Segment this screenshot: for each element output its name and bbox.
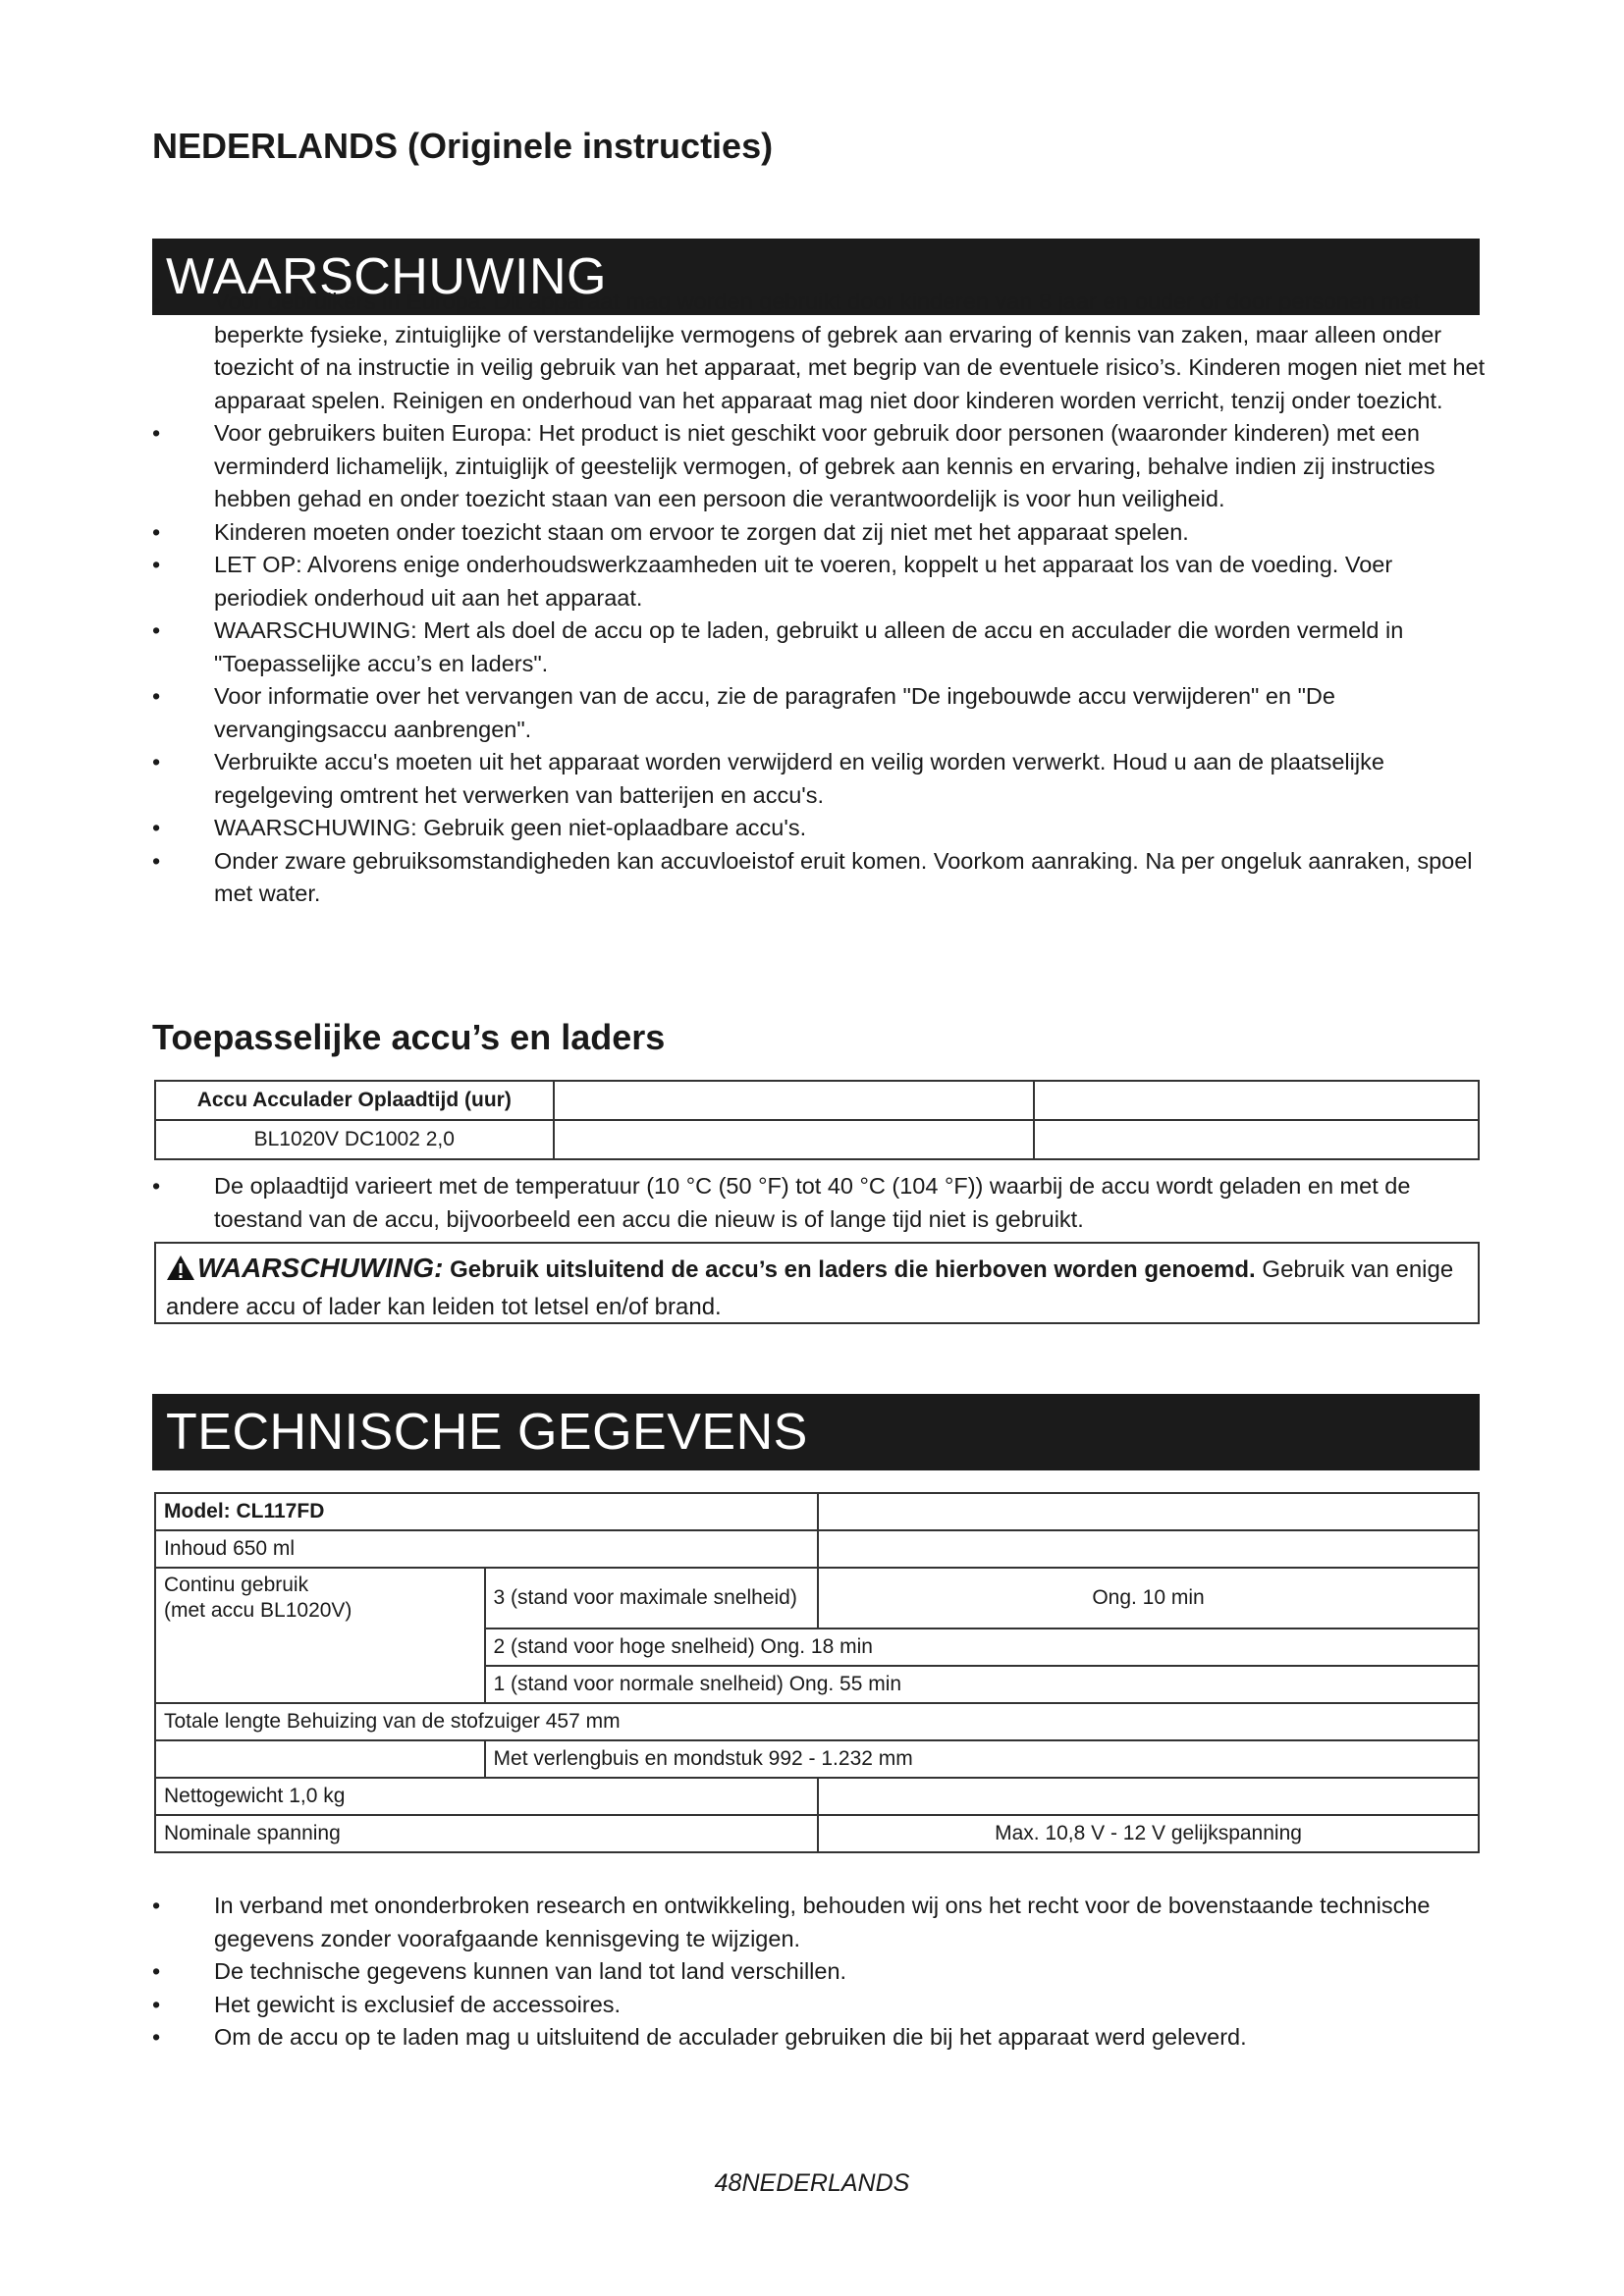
spec-capacity: Inhoud 650 ml — [155, 1530, 818, 1568]
table-cell — [818, 1778, 1479, 1815]
list-item-text: Kinderen moeten onder toezicht staan om ervoor te zorgen dat zij niet met het apparaat spelen. — [214, 518, 1189, 545]
table-row — [155, 1815, 1479, 1852]
table-cell — [1034, 1120, 1479, 1159]
list-item — [152, 286, 1488, 417]
table-cell — [1034, 1081, 1479, 1120]
spec-length-ext: Met verlengbuis en mondstuk 992 - 1.232 mm — [485, 1740, 1479, 1778]
spec-mode1: 1 (stand voor normale snelheid) Ong. 55 min — [485, 1666, 1479, 1703]
battery-table-row: BL1020V DC1002 2,0 — [155, 1120, 554, 1159]
notes-list — [152, 1890, 1488, 2055]
table-row — [155, 1703, 1479, 1740]
list-item — [152, 516, 1488, 550]
list-item-text: WAARSCHUWING: Gebruik geen niet-oplaadbare accu's. — [214, 815, 807, 840]
spec-voltage-label: Nominale spanning — [155, 1815, 818, 1852]
list-item-text: In verband met ononderbroken research en ontwikkeling, behouden wij ons het recht voor de bovenstaande technische gegevens zonder voorafgaande kennisgeving te wijzigen. — [214, 1893, 1431, 1951]
table-cell — [818, 1493, 1479, 1530]
table-cell — [554, 1120, 1034, 1159]
bullet-marker: • — [152, 683, 161, 709]
table-row — [155, 1568, 1479, 1629]
bullet-marker: • — [152, 749, 161, 774]
list-item — [152, 614, 1488, 680]
bullet-marker: • — [152, 1958, 161, 1984]
table-cell — [155, 1740, 485, 1778]
list-item — [152, 1170, 1488, 1236]
warning-list — [152, 286, 1488, 911]
spec-model: Model: CL117FD — [155, 1493, 818, 1530]
list-item-text: Voor gebruikers buiten Europa: Het product is niet geschikt voor gebruik door personen (waaronder kinderen) met een verminderd lichamelijk, zintuiglijk of geestelijk vermogen, of gebrek aan kennis en ervaring, behalve indien zij instructies hebben gehad en onder toezicht staan van een persoon die verantwoordelijk is voor hun veiligheid. — [214, 420, 1435, 511]
warning-bold-text: Gebruik uitsluitend de accu’s en laders die hierboven worden genoemd. — [450, 1256, 1256, 1283]
list-item — [152, 845, 1488, 911]
spec-table — [154, 1492, 1480, 1853]
spec-continuous-label: Continu gebruik (met accu BL1020V) — [155, 1568, 485, 1703]
bullet-marker: • — [152, 1991, 161, 2017]
bullet-marker: • — [152, 518, 161, 545]
table-row — [155, 1530, 1479, 1568]
table-row — [155, 1778, 1479, 1815]
spec-voltage-value: Max. 10,8 V - 12 V gelijkspanning — [818, 1815, 1479, 1852]
table-row — [155, 1493, 1479, 1530]
list-item — [152, 1955, 1488, 1989]
spec-mode3-value: Ong. 10 min — [818, 1568, 1479, 1629]
list-item — [152, 1890, 1488, 1955]
bullet-marker: • — [152, 847, 161, 874]
spec-mode3: 3 (stand voor maximale snelheid) — [485, 1568, 819, 1629]
list-item-text: Voor gebruikers in Europa: Dit apparaat mag worden gebruikt door kinderen van 8 jaar en ouder of door personen met beperkte fysieke, zintuiglijke of verstandelijke vermogens of gebrek aan ervaring of kennis van zaken, maar alleen onder toezicht of na instructie in veilig gebruik van het apparaat, met begrip van de eventuele risico’s. Kinderen mogen niet met het apparaat spelen. Reinigen en onderhoud van het apparaat mag niet door kinderen worden verricht, tenzij onder toezicht. — [214, 289, 1486, 413]
bullet-marker: • — [152, 1893, 161, 1918]
list-item — [152, 549, 1488, 614]
bullet-marker: • — [152, 420, 161, 446]
warning-triangle-icon — [166, 1255, 195, 1291]
list-item-text: Verbruikte accu's moeten uit het apparaat worden verwijderd en veilig worden verwerkt. Houd u aan de plaatselijke regelgeving omtrent het verwerken van batterijen en accu's. — [214, 749, 1384, 808]
list-item — [152, 680, 1488, 746]
bullet-marker: • — [152, 289, 161, 314]
battery-table — [154, 1080, 1480, 1160]
list-item — [152, 417, 1488, 516]
battery-table-header: Accu Acculader Oplaadtijd (uur) — [155, 1081, 554, 1120]
charge-note-text: De oplaadtijd varieert met de temperatuur (10 °C (50 °F) tot 40 °C (104 °F)) waarbij de accu wordt geladen en met de toestand van de accu, bijvoorbeeld een accu die nieuw is of lange tijd niet is gebruikt. — [214, 1173, 1411, 1232]
list-item-text: Onder zware gebruiksomstandigheden kan accuvloeistof eruit komen. Voorkom aanraking. Na per ongeluk aanraken, spoel met water. — [214, 847, 1473, 906]
list-item-text: Om de accu op te laden mag u uitsluitend de acculader gebruiken die bij het apparaat werd geleverd. — [214, 2024, 1247, 2050]
list-item-text: WAARSCHUWING: Mert als doel de accu op te laden, gebruikt u alleen de accu en acculader die worden vermeld in "Toepasselijke accu’s en laders". — [214, 617, 1404, 676]
spec-mode2: 2 (stand voor hoge snelheid) Ong. 18 min — [485, 1629, 1479, 1666]
list-item — [152, 2021, 1488, 2055]
warning-text: Gebruik van enige andere accu of lader kan leiden tot letsel en/of brand. — [166, 1256, 1454, 1320]
list-item — [152, 1989, 1488, 2022]
warning-banner: WAARSCHUWING — [152, 239, 1480, 315]
list-item-text: Het gewicht is exclusief de accessoires. — [214, 1991, 622, 2017]
spec-length: Totale lengte Behuizing van de stofzuiger 457 mm — [155, 1703, 1479, 1740]
list-item-text: LET OP: Alvorens enige onderhoudswerkzaamheden uit te voeren, koppelt u het apparaat los van de voeding. Voer periodiek onderhoud uit aan het apparaat. — [214, 552, 1393, 611]
table-row — [155, 1081, 1479, 1120]
list-item — [152, 812, 1488, 845]
bullet-marker: • — [152, 1173, 161, 1199]
table-row — [155, 1740, 1479, 1778]
list-item — [152, 746, 1488, 812]
list-item-text: Voor informatie over het vervangen van de accu, zie de paragrafen "De ingebouwde accu verwijderen" en "De vervangingsaccu aanbrengen". — [214, 683, 1335, 742]
warning-label: WAARSCHUWING: — [197, 1253, 444, 1283]
table-cell — [554, 1081, 1034, 1120]
page-footer: 48NEDERLANDS — [714, 2169, 910, 2197]
tech-banner: TECHNISCHE GEGEVENS — [152, 1394, 1480, 1470]
table-row — [155, 1120, 1479, 1159]
table-cell — [818, 1530, 1479, 1568]
bullet-marker: • — [152, 2024, 161, 2050]
charge-note — [152, 1170, 1488, 1236]
warning-box — [154, 1242, 1480, 1324]
page-heading: NEDERLANDS (Originele instructies) — [152, 126, 774, 166]
battery-section-title: Toepasselijke accu’s en laders — [152, 1017, 666, 1057]
bullet-marker: • — [152, 815, 161, 840]
bullet-marker: • — [152, 552, 161, 577]
bullet-marker: • — [152, 617, 161, 643]
list-item-text: De technische gegevens kunnen van land tot land verschillen. — [214, 1958, 847, 1984]
spec-weight: Nettogewicht 1,0 kg — [155, 1778, 818, 1815]
